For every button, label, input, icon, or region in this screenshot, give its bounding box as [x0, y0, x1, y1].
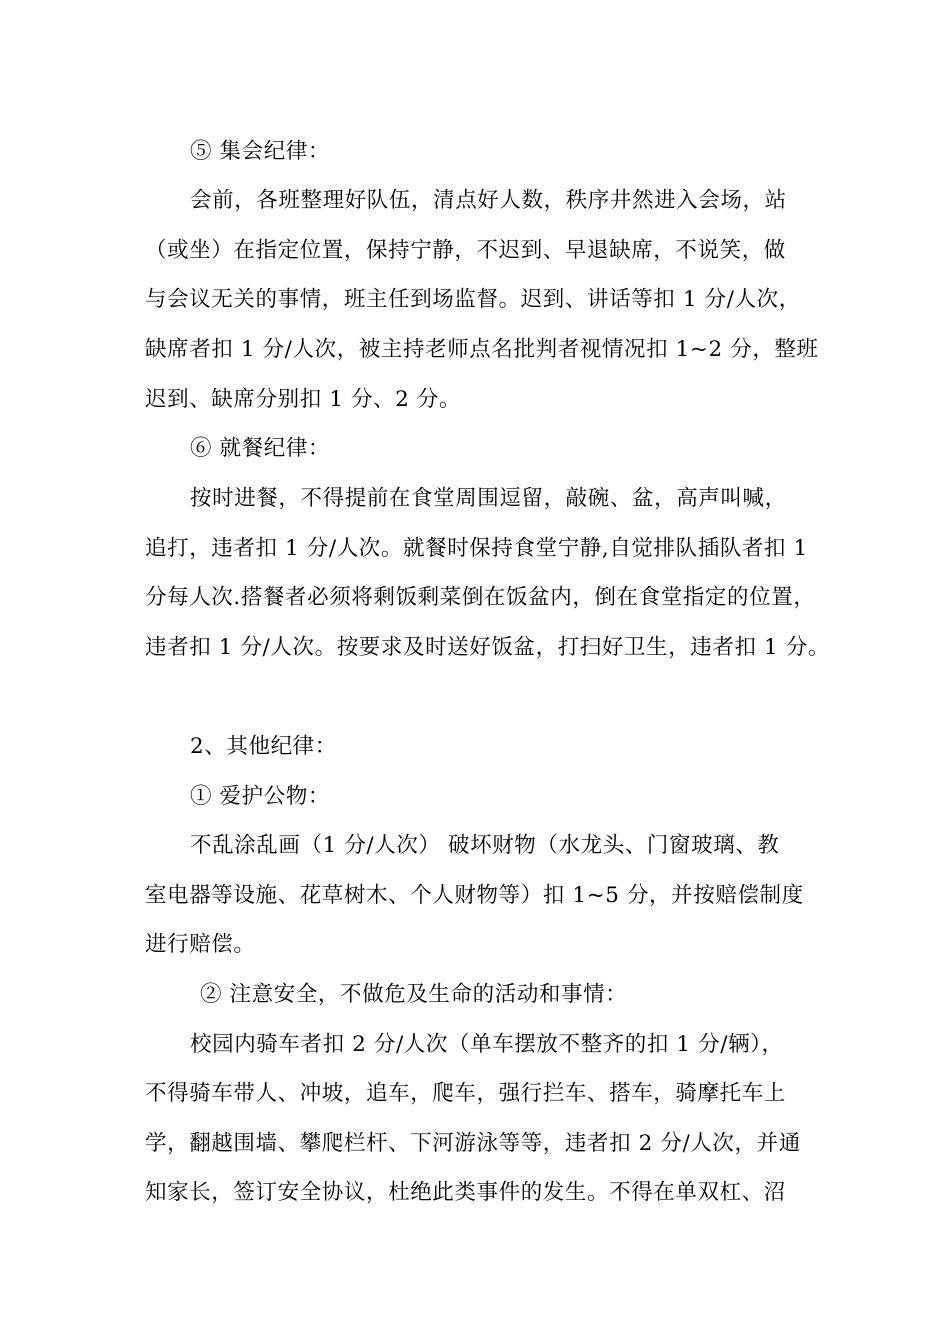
paragraph-line: 知家长，签订安全协议，杜绝此类事件的发生。不得在单双杠、沼: [145, 1180, 786, 1205]
section-heading-dining: ⑥ 就餐纪律：: [190, 436, 331, 461]
paragraph-line: 进行赔偿。: [145, 932, 256, 957]
item-heading-safety: ② 注意安全，不做危及生命的活动和事情：: [200, 982, 628, 1007]
paragraph-line: 学，翻越围墙、攀爬栏杆、下河游泳等等，违者扣 2 分/人次，并通: [145, 1131, 801, 1156]
paragraph-line: 按时进餐，不得提前在食堂周围逗留，敲碗、盆，高声叫喊，: [190, 486, 787, 511]
paragraph-line: 分每人次.搭餐者必须将剩饭剩菜倒在饭盆内，倒在食堂指定的位置，: [145, 585, 816, 610]
paragraph-line: 违者扣 1 分/人次。按要求及时送好饭盆，打扫好卫生，违者扣 1 分。: [145, 635, 830, 660]
paragraph-line: 追打，违者扣 1 分/人次。就餐时保持食堂宁静,自觉排队插队者扣 1: [145, 536, 808, 561]
section-heading-other: 2、其他纪律：: [190, 734, 337, 759]
paragraph-line: 缺席者扣 1 分/人次，被主持老师点名批判者视情况扣 1~2 分，整班: [145, 337, 819, 362]
paragraph-line: 室电器等设施、花草树木、个人财物等）扣 1~5 分，并按赔偿制度: [145, 883, 804, 908]
paragraph-line: 与会议无关的事情，班主任到场监督。迟到、讲话等扣 1 分/人次，: [145, 287, 801, 312]
paragraph-line: 会前，各班整理好队伍，清点好人数，秩序井然进入会场，站: [190, 188, 787, 213]
paragraph-line: 迟到、缺席分别扣 1 分、2 分。: [145, 387, 462, 412]
paragraph-line: 不得骑车带人、冲坡，追车，爬车，强行拦车、搭车，骑摩托车上: [145, 1081, 786, 1106]
paragraph-line: （或坐）在指定位置，保持宁静，不迟到、早退缺席，不说笑，做: [145, 238, 786, 263]
item-heading-public-property: ① 爱护公物：: [190, 784, 331, 809]
section-heading-assembly: ⑤ 集会纪律：: [190, 139, 331, 164]
paragraph-line: 校园内骑车者扣 2 分/人次（单车摆放不整齐的扣 1 分/辆），: [190, 1032, 784, 1057]
paragraph-line: 不乱涂乱画（1 分/人次） 破坏财物（水龙头、门窗玻璃、教: [190, 833, 780, 858]
